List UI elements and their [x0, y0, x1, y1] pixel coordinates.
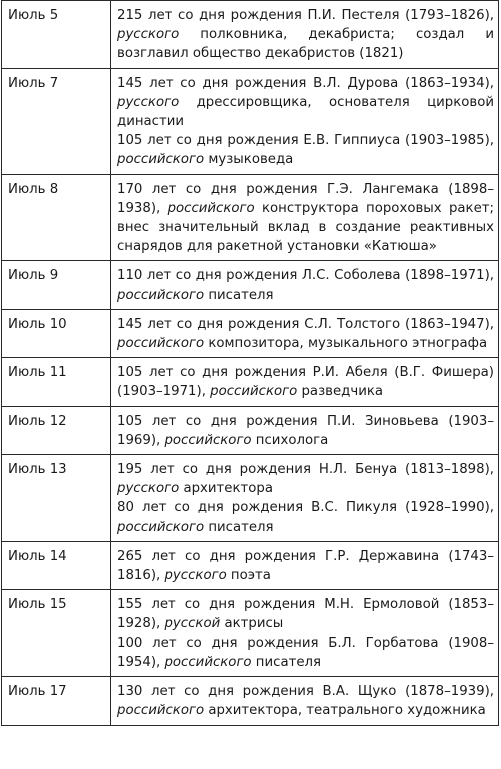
anniversary-entry [117, 315, 494, 353]
nationality-adjective: российского [164, 432, 252, 448]
table-row [2, 455, 499, 542]
date-cell: Июль 8 [2, 174, 111, 261]
table-row [2, 590, 499, 677]
description-cell [111, 174, 499, 261]
anniversary-entry [117, 547, 494, 585]
entry-text: 170 лет со дня рождения Г.Э. Лангемака (1898–1938), [117, 181, 494, 216]
description-cell [111, 541, 499, 589]
description-cell [111, 309, 499, 357]
anniversary-entry [117, 595, 494, 633]
entry-text: 100 лет со дня рождения Б.Л. Горбатова (1908–1954), [117, 635, 494, 670]
entry-occupation: разведчика [297, 384, 384, 400]
nationality-adjective: русской [164, 616, 221, 632]
nationality-adjective: российского [117, 703, 205, 719]
date-cell: Июль 15 [2, 590, 111, 677]
description-cell [111, 406, 499, 454]
table-row [2, 68, 499, 174]
entry-occupation: архитектора [179, 481, 273, 497]
description-cell [111, 455, 499, 542]
nationality-adjective: российского [117, 336, 205, 352]
entry-occupation: поэта [226, 568, 271, 584]
nationality-adjective: русского [164, 568, 227, 584]
entry-occupation: полковника, декабриста; создал и возглавил общество декабристов (1821) [117, 27, 494, 62]
entry-text: 145 лет со дня рождения В.Л. Дурова (1863–1934), [117, 75, 494, 91]
date-cell: Июль 7 [2, 68, 111, 174]
nationality-adjective: российского [117, 152, 205, 168]
anniversary-entry [117, 6, 494, 64]
anniversary-entry [117, 131, 494, 169]
entry-occupation: психолога [251, 432, 329, 448]
entry-text: 110 лет со дня рождения Л.С. Соболева (1898–1971), [117, 268, 494, 284]
description-cell [111, 677, 499, 725]
date-cell: Июль 13 [2, 455, 111, 542]
entry-text: 195 лет со дня рождения Н.Л. Бенуа (1813–1898), [117, 462, 494, 478]
anniversary-entry [117, 634, 494, 672]
table-row [2, 358, 499, 406]
anniversary-entry [117, 412, 494, 450]
anniversary-table [1, 0, 499, 726]
date-cell: Июль 5 [2, 1, 111, 69]
entry-occupation: дрессировщика, основателя цирковой династии [117, 94, 494, 130]
description-cell [111, 590, 499, 677]
entry-occupation: конструктора пороховых ракет; внес значительный вклад в создание реактивных снарядов для ракетной установки «Катюша» [117, 200, 494, 255]
entry-occupation: композитора, музыкального этнографа [204, 336, 488, 352]
entry-occupation: писателя [204, 287, 274, 303]
entry-occupation: писателя [251, 654, 322, 670]
nationality-adjective: русского [117, 27, 180, 43]
description-cell [111, 68, 499, 174]
entry-occupation: архитектора, театрального художника [204, 703, 486, 719]
date-cell: Июль 10 [2, 309, 111, 357]
description-cell [111, 358, 499, 406]
date-cell: Июль 12 [2, 406, 111, 454]
nationality-adjective: российского [117, 287, 205, 303]
anniversary-entry [117, 460, 494, 498]
description-cell [111, 1, 499, 69]
entry-occupation: музыковеда [204, 152, 294, 168]
entry-text: 105 лет со дня рождения П.И. Зиновьева (1903–1969), [117, 413, 494, 448]
date-cell: Июль 17 [2, 677, 111, 725]
entry-text: 130 лет со дня рождения В.А. Щуко (1878–1939), [117, 684, 494, 700]
anniversary-entry [117, 74, 494, 132]
anniversary-entry [117, 363, 494, 401]
date-cell: Июль 14 [2, 541, 111, 589]
anniversary-entry [117, 180, 494, 257]
table-row [2, 174, 499, 261]
entry-text: 155 лет со дня рождения М.Н. Ермоловой (1853–1928), [117, 597, 494, 632]
anniversary-entry [117, 682, 494, 720]
anniversary-entry [117, 266, 494, 304]
entry-text: 145 лет со дня рождения С.Л. Толстого (1863–1947), [117, 316, 494, 332]
entry-text: 265 лет со дня рождения Г.Р. Державина (1743–1816), [117, 548, 494, 584]
table-row [2, 261, 499, 309]
entry-text: 80 лет со дня рождения В.С. Пикуля (1928–1990), [117, 500, 494, 516]
entry-text: 105 лет со дня рождения Р.И. Абеля (В.Г. Фишера) (1903–1971), [117, 365, 494, 400]
entry-text: 215 лет со дня рождения П.И. Пестеля (1793–1826), [117, 8, 494, 23]
date-cell: Июль 11 [2, 358, 111, 406]
anniversary-entry [117, 498, 494, 536]
entry-occupation: актрисы [220, 616, 284, 632]
nationality-adjective: российского [164, 654, 252, 670]
nationality-adjective: российского [117, 519, 205, 535]
nationality-adjective: российского [167, 200, 255, 216]
table-row [2, 541, 499, 589]
table-row [2, 677, 499, 725]
table-row [2, 406, 499, 454]
nationality-adjective: российского [210, 384, 298, 400]
description-cell [111, 261, 499, 309]
table-row [2, 1, 499, 69]
anniversary-table-body [2, 1, 499, 726]
nationality-adjective: русского [117, 94, 180, 110]
date-cell: Июль 9 [2, 261, 111, 309]
entry-occupation: писателя [204, 519, 274, 535]
entry-text: 105 лет со дня рождения Е.В. Гиппиуса (1903–1985), [117, 133, 494, 149]
nationality-adjective: русского [117, 481, 180, 497]
table-row [2, 309, 499, 357]
